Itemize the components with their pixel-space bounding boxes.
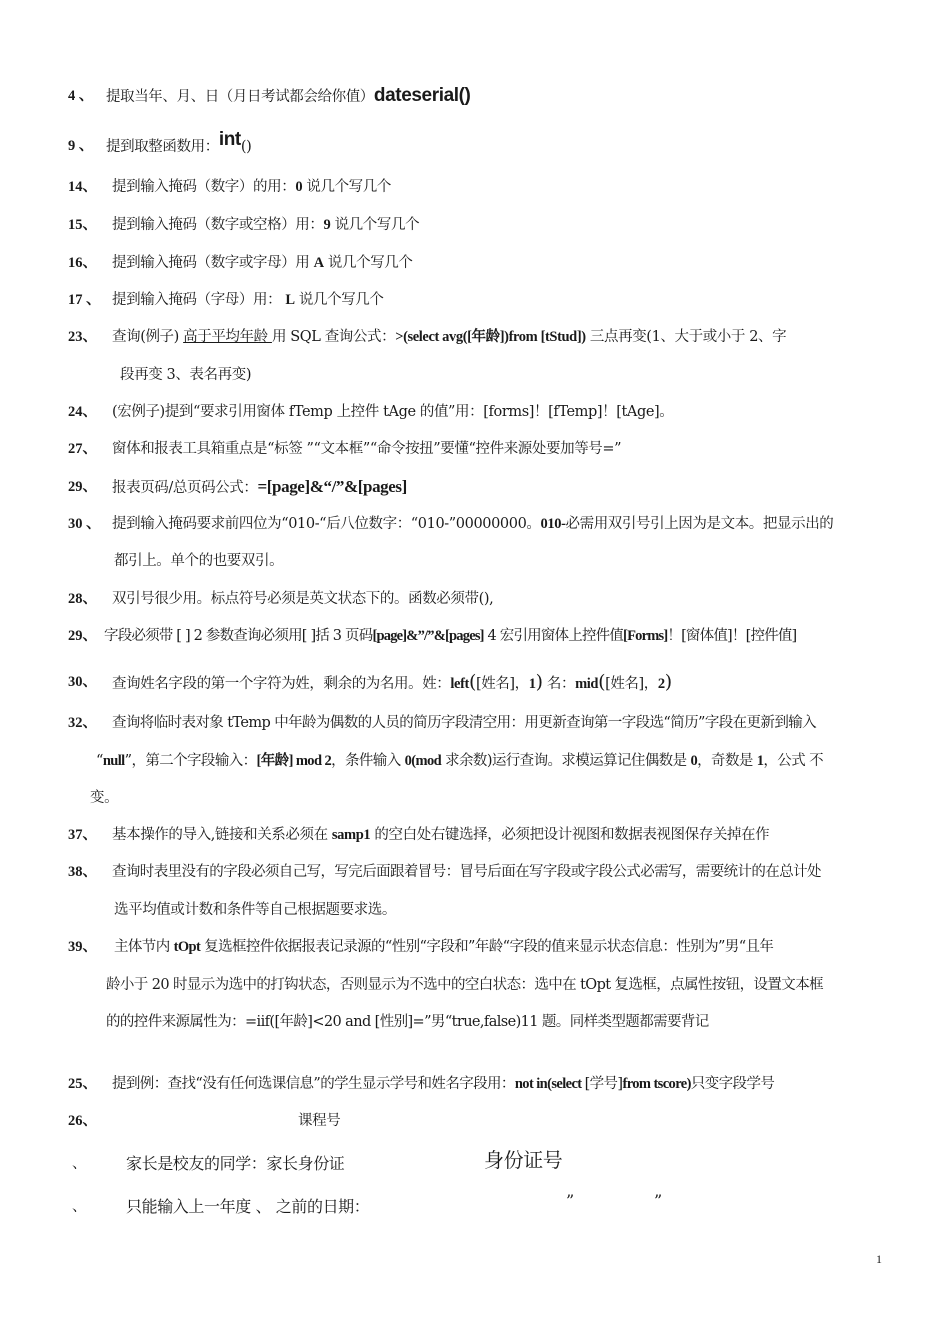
item-text-continued: 都引上。单个的也要双引。 <box>114 553 284 569</box>
item-text: 主体节内 tOpt 复选框控件依据报表记录源的“性别“字段和”年龄“字段的值来显示状态信息：性别为”男“且年 <box>114 939 774 955</box>
item-number: 9 、 <box>68 138 94 154</box>
item-text: 查询时表里没有的字段必须自己写，写完后面跟着冒号：冒号后面在写字段或字段公式必需写，需要统计的在总计处 <box>112 864 821 880</box>
item-number: 16、 <box>68 255 97 271</box>
item-number: 24、 <box>68 404 97 420</box>
item-number: 4 、 <box>68 88 94 104</box>
item-number: 26、 <box>68 1113 97 1129</box>
item-text: 提到取整函数用：int() <box>106 129 252 155</box>
item-text: 字段必须带 [ ] 2 参数查询必须用[ ]括 3 页码[page]&”/”&[pages] 4 宏引用窗体上控件值[Forms]！[窗体值]！[控件值] <box>104 628 797 644</box>
item-text: 基本操作的导入,链接和关系必须在 samp1 的空白处右键选择，必须把设计视图和数据表视图保存关掉在作 <box>112 827 770 843</box>
item-number: 30、 <box>68 674 97 690</box>
item-text: 查询将临时表对象 tTemp 中年龄为偶数的人员的简历字段清空用：用更新查询第一字段选“简历”字段在更新到输入 <box>112 715 817 731</box>
item-number: 28、 <box>68 591 97 607</box>
item-text: 提到例：查找“没有任何选课信息”的学生显示学号和姓名字段用：not in(select [学号]from tscore)只变字段学号 <box>112 1076 775 1092</box>
item-number: 、 <box>72 1199 87 1215</box>
item-text-continued: 的的控件来源属性为：=iif([年龄]<20 and [性别]=”男“true,false)11 题。同样类型题都需要背记 <box>106 1014 709 1030</box>
item-number: 、 <box>72 1156 87 1172</box>
item-number: 14、 <box>68 179 97 195</box>
quote-mark: ” <box>566 1191 574 1210</box>
item-text: 家长是校友的同学：家长身份证 <box>126 1154 345 1173</box>
item-text: 提取当年、月、日（月日考试都会给你值）dateserial() <box>106 85 471 106</box>
item-text: 报表页码/总页码公式：=[page]&“/”&[pages] <box>112 477 407 496</box>
quote-mark: ” <box>654 1191 662 1210</box>
item-number: 17 、 <box>68 292 101 308</box>
item-number: 27、 <box>68 441 97 457</box>
item-text: 提到输入掩码（数字或空格）用：9 说几个写几个 <box>112 217 420 233</box>
item-text-continued: “null”，第二个字段输入：[年龄] mod 2，条件输入 0(mod 求余数)运行查询。求模运算记住偶数是 0，奇数是 1，公式 不 <box>96 753 824 769</box>
item-number: 38、 <box>68 864 97 880</box>
item-number: 30 、 <box>68 516 101 532</box>
item-number: 29、 <box>68 479 97 495</box>
item-text: 查询(例子) 高于平均年龄 用 SQL 查询公式：>(select avg([年龄])from [tStud]) 三点再变(1、大于或小于 2、字 <box>112 329 787 345</box>
item-text: 课程号 <box>298 1113 341 1129</box>
item-text: 只能输入上一年度 、 之前的日期： <box>126 1197 370 1216</box>
item-text: 提到输入掩码（字母）用： L 说几个写几个 <box>112 292 384 308</box>
item-number: 32、 <box>68 715 97 731</box>
item-text: 查询姓名字段的第一个字符为姓，剩余的为名用。姓：left([姓名]，1) 名：mid([姓名]，2) <box>112 671 672 693</box>
item-number: 39、 <box>68 939 97 955</box>
item-text-continued: 龄小于 20 时显示为选中的打钩状态，否则显示为不选中的空白状态：选中在 tOpt 复选框，点属性按钮，设置文本框 <box>106 977 824 993</box>
item-number: 15、 <box>68 217 97 233</box>
item-text: 提到输入掩码要求前四位为“010-“后八位数字：“010-”00000000。010-必需用双引号引上因为是文本。把显示出的 <box>112 516 834 532</box>
item-text: 提到输入掩码（数字或字母）用 A 说几个写几个 <box>112 255 413 271</box>
item-text-continued: 变。 <box>90 790 119 806</box>
item-text-large: 身份证号 <box>484 1148 563 1172</box>
item-text-continued: 选平均值或计数和条件等自己根据题要求选。 <box>114 902 396 918</box>
item-text: (宏例子)提到“要求引用窗体 fTemp 上控件 tAge 的值”用：[forms]！[fTemp]！[tAge]。 <box>112 404 674 420</box>
item-text-continued: 段再变 3、表名再变) <box>120 367 252 383</box>
item-number: 29、 <box>68 628 97 644</box>
item-number: 25、 <box>68 1076 97 1092</box>
page-number: 1 <box>876 1252 882 1266</box>
item-text: 窗体和报表工具箱重点是“标签 ”“文本框”“命令按扭”要懂“控件来源处要加等号=” <box>112 441 622 457</box>
item-number: 37、 <box>68 827 97 843</box>
item-text: 双引号很少用。标点符号必须是英文状态下的。函数必须带(), <box>112 591 494 607</box>
item-text: 提到输入掩码（数字）的用：0 说几个写几个 <box>112 179 391 195</box>
item-number: 23、 <box>68 329 97 345</box>
